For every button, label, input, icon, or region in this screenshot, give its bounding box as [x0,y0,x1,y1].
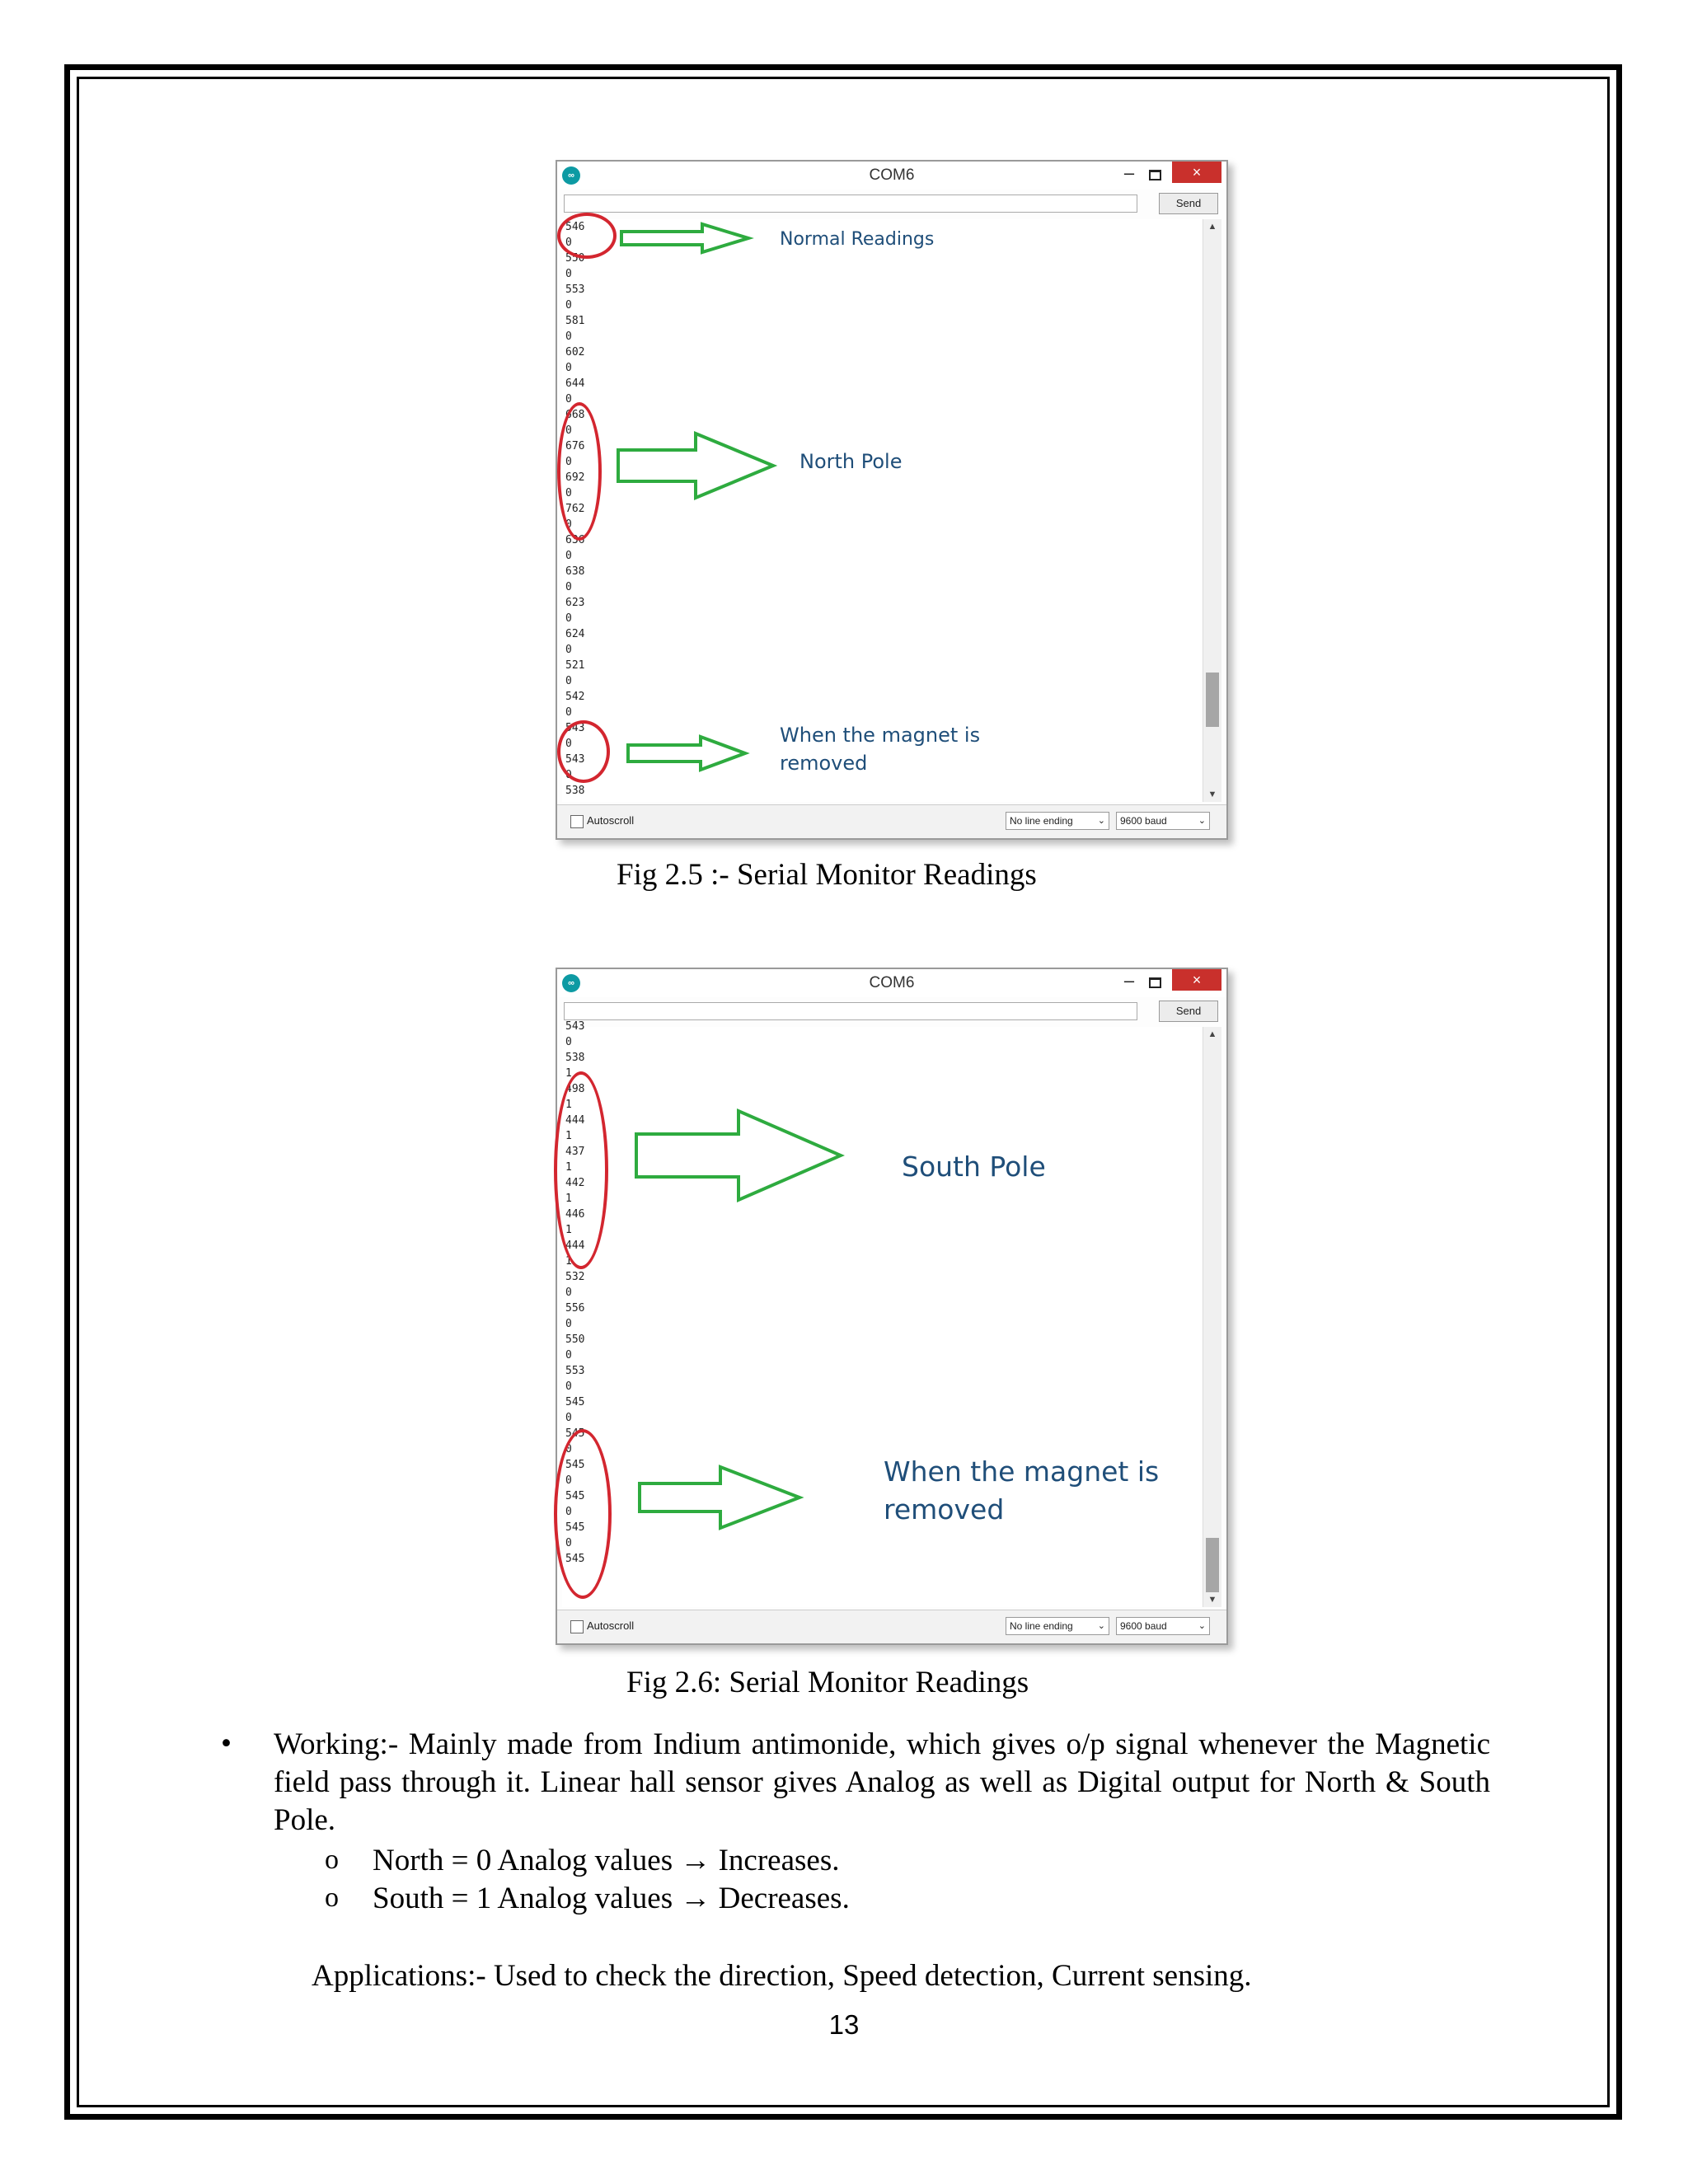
serial-reading: 0 [565,1412,572,1424]
serial-reading: 1 [565,1255,572,1268]
chevron-down-icon: ⌄ [1097,1621,1105,1631]
serial-reading: 638 [565,565,585,578]
serial-reading: 0 [565,1474,572,1487]
scroll-thumb[interactable] [1206,673,1219,727]
serial-reading: 676 [565,440,585,452]
maximize-button[interactable] [1146,165,1162,183]
send-button[interactable]: Send [1159,193,1218,214]
serial-reading: 545 [565,1396,585,1408]
serial-reading: 546 [565,221,585,233]
serial-reading: 636 [565,534,585,546]
title-bar [557,162,1226,190]
serial-reading: 692 [565,471,585,484]
serial-reading: 444 [565,1240,585,1252]
send-input[interactable] [564,1002,1137,1020]
baud-value: 9600 baud [1120,815,1167,827]
monitor-footer [557,1610,1226,1643]
scroll-down-icon[interactable]: ▼ [1207,1595,1217,1605]
serial-reading: 0 [565,644,572,656]
sub-bullet-marker: o [325,1844,339,1875]
serial-reading: 0 [565,738,572,750]
baud-select[interactable] [1116,1617,1210,1635]
serial-reading: 668 [565,409,585,421]
serial-reading: 0 [565,237,572,249]
chevron-down-icon: ⌄ [1198,1621,1206,1631]
minimize-button[interactable]: – [1123,162,1135,183]
line-ending-select[interactable] [1006,812,1109,830]
serial-reading: 0 [565,487,572,499]
scroll-thumb[interactable] [1206,1538,1219,1592]
monitor-footer [557,804,1226,838]
arrow-icon [638,1465,803,1530]
sub-bullet-marker: o [325,1882,339,1913]
annotation-removed-line-2: removed [780,752,868,775]
serial-reading: 550 [565,252,585,265]
serial-reading: 0 [565,456,572,468]
window-title: COM6 [869,974,915,991]
serial-reading: 444 [565,1114,585,1127]
serial-reading: 550 [565,1333,585,1346]
bullet-marker: • [221,1727,232,1760]
serial-reading: 0 [565,299,572,312]
annotation-removed-line-1: When the magnet is [780,724,981,747]
annotation-south-pole: South Pole [902,1151,1046,1183]
serial-reading: 553 [565,1365,585,1377]
title-bar [557,969,1226,997]
figure-caption-2-6: Fig 2.6: Serial Monitor Readings [626,1666,1029,1699]
line-ending-select[interactable] [1006,1617,1109,1635]
arduino-logo-icon: ∞ [562,974,580,992]
annotation-removed-line-1: When the magnet is [884,1455,1160,1488]
serial-reading: 543 [565,1020,585,1033]
working-paragraph: Working:- Mainly made from Indium antimonide, which gives o/p signal whenever the Magnetic field pass through it. Linear hall sensor gives Analog as well as Digital output for North & South Pole. [274,1727,1490,1837]
serial-reading: 532 [565,1271,585,1283]
chevron-down-icon: ⌄ [1097,816,1105,826]
line-ending-value: No line ending [1010,815,1073,827]
serial-reading: 0 [565,1537,572,1549]
annotation-removed-line-2: removed [884,1493,1005,1526]
autoscroll-label: Autoscroll [587,814,635,827]
serial-reading: 446 [565,1208,585,1221]
north-item: North = 0 Analog values → Increases. [373,1844,840,1877]
serial-reading: 1 [565,1161,572,1174]
serial-reading: 545 [565,1553,585,1565]
serial-reading: 556 [565,1302,585,1315]
serial-reading: 644 [565,377,585,390]
autoscroll-checkbox[interactable] [570,1620,584,1633]
arduino-logo-icon: ∞ [562,166,580,185]
minimize-button[interactable]: – [1123,970,1135,991]
serial-reading: 0 [565,424,572,437]
serial-reading: 602 [565,346,585,359]
serial-reading: 543 [565,722,585,734]
arrow-icon [617,432,776,499]
scroll-up-icon[interactable]: ▲ [1207,1029,1217,1039]
serial-reading: 581 [565,315,585,327]
magnet-removed-circle-1 [557,720,610,783]
serial-reading: 521 [565,659,585,672]
serial-reading: 1 [565,1193,572,1205]
autoscroll-label: Autoscroll [587,1619,635,1632]
serial-reading: 0 [565,612,572,625]
magnet-removed-circle-2 [554,1429,612,1599]
serial-reading: 538 [565,785,585,797]
arrow-icon [626,735,748,771]
serial-reading: 1 [565,1224,572,1236]
close-button[interactable]: × [1172,162,1221,183]
page-number: 13 [828,2009,860,2040]
serial-reading: 624 [565,628,585,640]
serial-reading: 0 [565,518,572,531]
serial-reading: 543 [565,753,585,766]
serial-reading: 0 [565,1380,572,1393]
north-pole-circle [557,402,602,541]
vertical-scrollbar[interactable] [1203,1027,1221,1607]
serial-reading: 0 [565,330,572,343]
south-item: South = 1 Analog values → Decreases. [373,1882,850,1915]
maximize-icon [1149,170,1161,180]
serial-reading: 623 [565,597,585,609]
maximize-icon [1149,977,1161,988]
annotation-normal-readings: Normal Readings [780,229,935,250]
serial-reading: 762 [565,503,585,515]
serial-reading: 545 [565,1521,585,1534]
arrow-icon [620,223,752,254]
south-pole-circle [554,1071,608,1269]
serial-reading: 1 [565,1130,572,1142]
serial-reading: 542 [565,691,585,703]
serial-reading: 0 [565,362,572,374]
serial-reading: 0 [565,1506,572,1518]
close-button[interactable]: × [1172,969,1221,991]
line-ending-value: No line ending [1010,1620,1073,1632]
serial-reading: 0 [565,706,572,719]
arrow-icon [635,1109,844,1202]
baud-value: 9600 baud [1120,1620,1167,1632]
serial-reading: 1 [565,1067,572,1080]
serial-reading: 553 [565,284,585,296]
serial-reading: 545 [565,1459,585,1471]
serial-output [562,219,1202,802]
baud-select[interactable] [1116,812,1210,830]
serial-reading: 0 [565,1349,572,1361]
annotation-north-pole: North Pole [799,450,903,473]
normal-readings-circle [557,213,617,259]
serial-reading: 538 [565,1052,585,1064]
serial-reading: 0 [565,268,572,280]
vertical-scrollbar[interactable] [1203,219,1221,802]
figure-caption-2-5: Fig 2.5 :- Serial Monitor Readings [617,858,1037,892]
serial-reading: 0 [565,1286,572,1299]
serial-reading: 0 [565,769,572,781]
serial-reading: 1 [565,1099,572,1111]
serial-reading: 437 [565,1146,585,1158]
serial-reading: 0 [565,1443,572,1455]
serial-reading: 0 [565,675,572,687]
applications-line: Applications:- Used to check the direction, Speed detection, Current sensing. [312,1959,1252,1993]
scroll-down-icon[interactable]: ▼ [1207,790,1217,799]
send-button[interactable]: Send [1159,1001,1218,1022]
serial-reading: 0 [565,393,572,405]
maximize-button[interactable] [1146,972,1162,991]
serial-reading: 545 [565,1490,585,1502]
serial-monitor-window-2 [556,968,1228,1645]
serial-reading: 0 [565,1318,572,1330]
autoscroll-checkbox[interactable] [570,815,584,828]
serial-reading: 442 [565,1177,585,1189]
serial-reading: 498 [565,1083,585,1095]
window-title: COM6 [869,166,915,184]
scroll-up-icon[interactable]: ▲ [1207,222,1217,232]
chevron-down-icon: ⌄ [1198,816,1206,826]
serial-reading: 0 [565,550,572,562]
send-input[interactable] [564,194,1137,213]
serial-reading: 0 [565,1036,572,1048]
serial-reading: 545 [565,1427,585,1440]
serial-reading: 0 [565,581,572,593]
